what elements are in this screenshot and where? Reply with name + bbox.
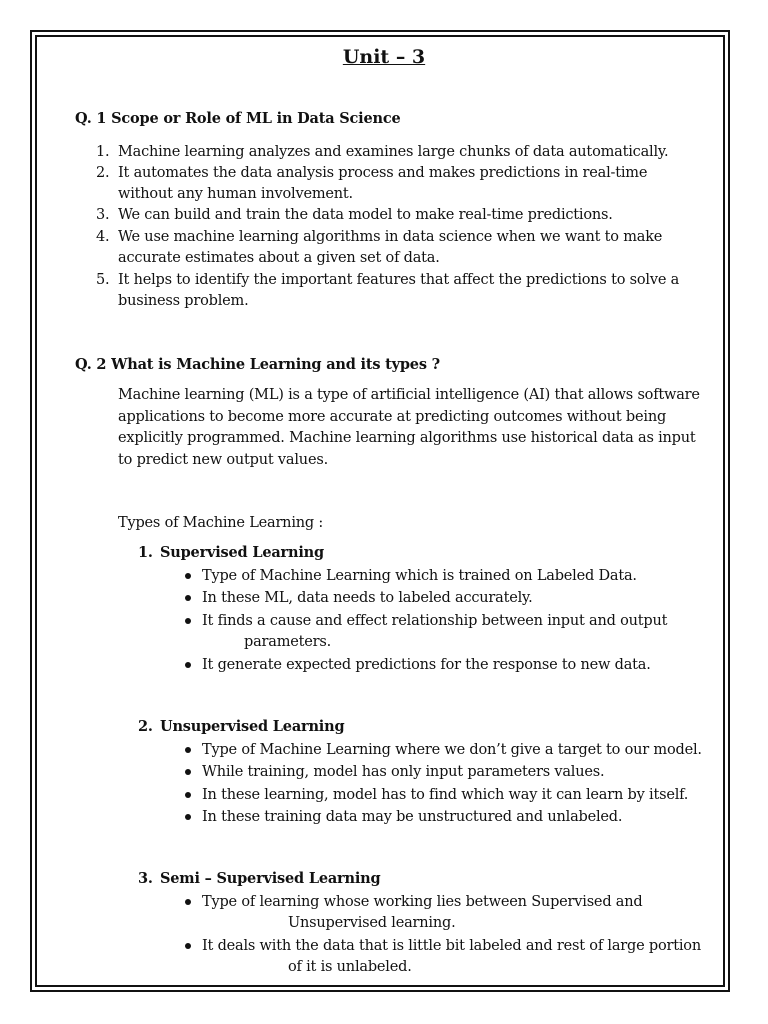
type-2-bullet-2: While training, model has only input parameters values.: [202, 764, 605, 780]
type-3-bullet-2-line-2: of it is unlabeled.: [288, 959, 412, 975]
q1-item-2-num: 2.: [96, 165, 110, 181]
type-1-name: Supervised Learning: [160, 544, 324, 561]
q1-item-4-num: 4.: [96, 229, 110, 245]
q1-item-1-line-1: Machine learning analyzes and examines large chunks of data automatically.: [118, 144, 669, 160]
type-1-bullet-4: It generate expected predictions for the response to new data.: [202, 657, 651, 673]
q1-item-4-line-2: accurate estimates about a given set of data.: [118, 250, 440, 266]
type-3-bullet-1-line-1: Type of learning whose working lies between Supervised and: [202, 894, 643, 910]
type-2-bullet-4: In these training data may be unstructured and unlabeled.: [202, 809, 623, 825]
type-3-bullet-1-line-2: Unsupervised learning.: [288, 915, 456, 931]
types-label: Types of Machine Learning :: [118, 515, 324, 531]
bullet-icon: [185, 662, 191, 668]
q1-item-2-line-1: It automates the data analysis process and makes predictions in real-time: [118, 165, 648, 181]
bullet-icon: [185, 595, 191, 601]
type-1-bullet-2: In these ML, data needs to labeled accurately.: [202, 590, 533, 606]
q1-item-3-num: 3.: [96, 207, 110, 223]
q2-para-line-2: applications to become more accurate at predicting outcomes without being: [118, 409, 667, 425]
q1-item-3-line-1: We can build and train the data model to make real-time predictions.: [118, 207, 613, 223]
bullet-icon: [185, 747, 191, 753]
type-3-name: Semi – Supervised Learning: [160, 870, 381, 887]
type-2-num: 2.: [138, 718, 153, 735]
bullet-icon: [185, 814, 191, 820]
type-1-bullet-3-line-1: It finds a cause and effect relationship between input and output: [202, 613, 668, 629]
q2-para-line-1: Machine learning (ML) is a type of artificial intelligence (AI) that allows software: [118, 387, 700, 403]
q1-item-2-line-2: without any human involvement.: [118, 186, 353, 202]
type-1-bullet-1: Type of Machine Learning which is trained on Labeled Data.: [202, 568, 637, 584]
q1-item-1-num: 1.: [96, 144, 110, 160]
bullet-icon: [185, 618, 191, 624]
type-3-num: 3.: [138, 870, 153, 887]
type-2-name: Unsupervised Learning: [160, 718, 345, 735]
q2-para-line-4: to predict new output values.: [118, 452, 328, 468]
q1-item-5-num: 5.: [96, 272, 110, 288]
type-2-bullet-3: In these learning, model has to find which way it can learn by itself.: [202, 787, 689, 803]
bullet-icon: [185, 943, 191, 949]
bullet-icon: [185, 899, 191, 905]
q1-item-5-line-1: It helps to identify the important features that affect the predictions to solve a: [118, 272, 680, 288]
q1-heading: Q. 1 Scope or Role of ML in Data Science: [75, 110, 401, 127]
q2-para-line-3: explicitly programmed. Machine learning algorithms use historical data as input: [118, 430, 696, 446]
type-2-bullet-1: Type of Machine Learning where we don’t give a target to our model.: [202, 742, 702, 758]
q1-item-5-line-2: business problem.: [118, 293, 249, 309]
bullet-icon: [185, 769, 191, 775]
type-3-bullet-2-line-1: It deals with the data that is little bit labeled and rest of large portion: [202, 938, 701, 954]
q1-item-4-line-1: We use machine learning algorithms in data science when we want to make: [118, 229, 663, 245]
q2-heading: Q. 2 What is Machine Learning and its types ?: [75, 356, 440, 373]
bullet-icon: [185, 792, 191, 798]
bullet-icon: [185, 573, 191, 579]
type-1-bullet-3-line-2: parameters.: [244, 634, 332, 650]
page-title: Unit – 3: [342, 46, 426, 68]
type-1-num: 1.: [138, 544, 153, 561]
